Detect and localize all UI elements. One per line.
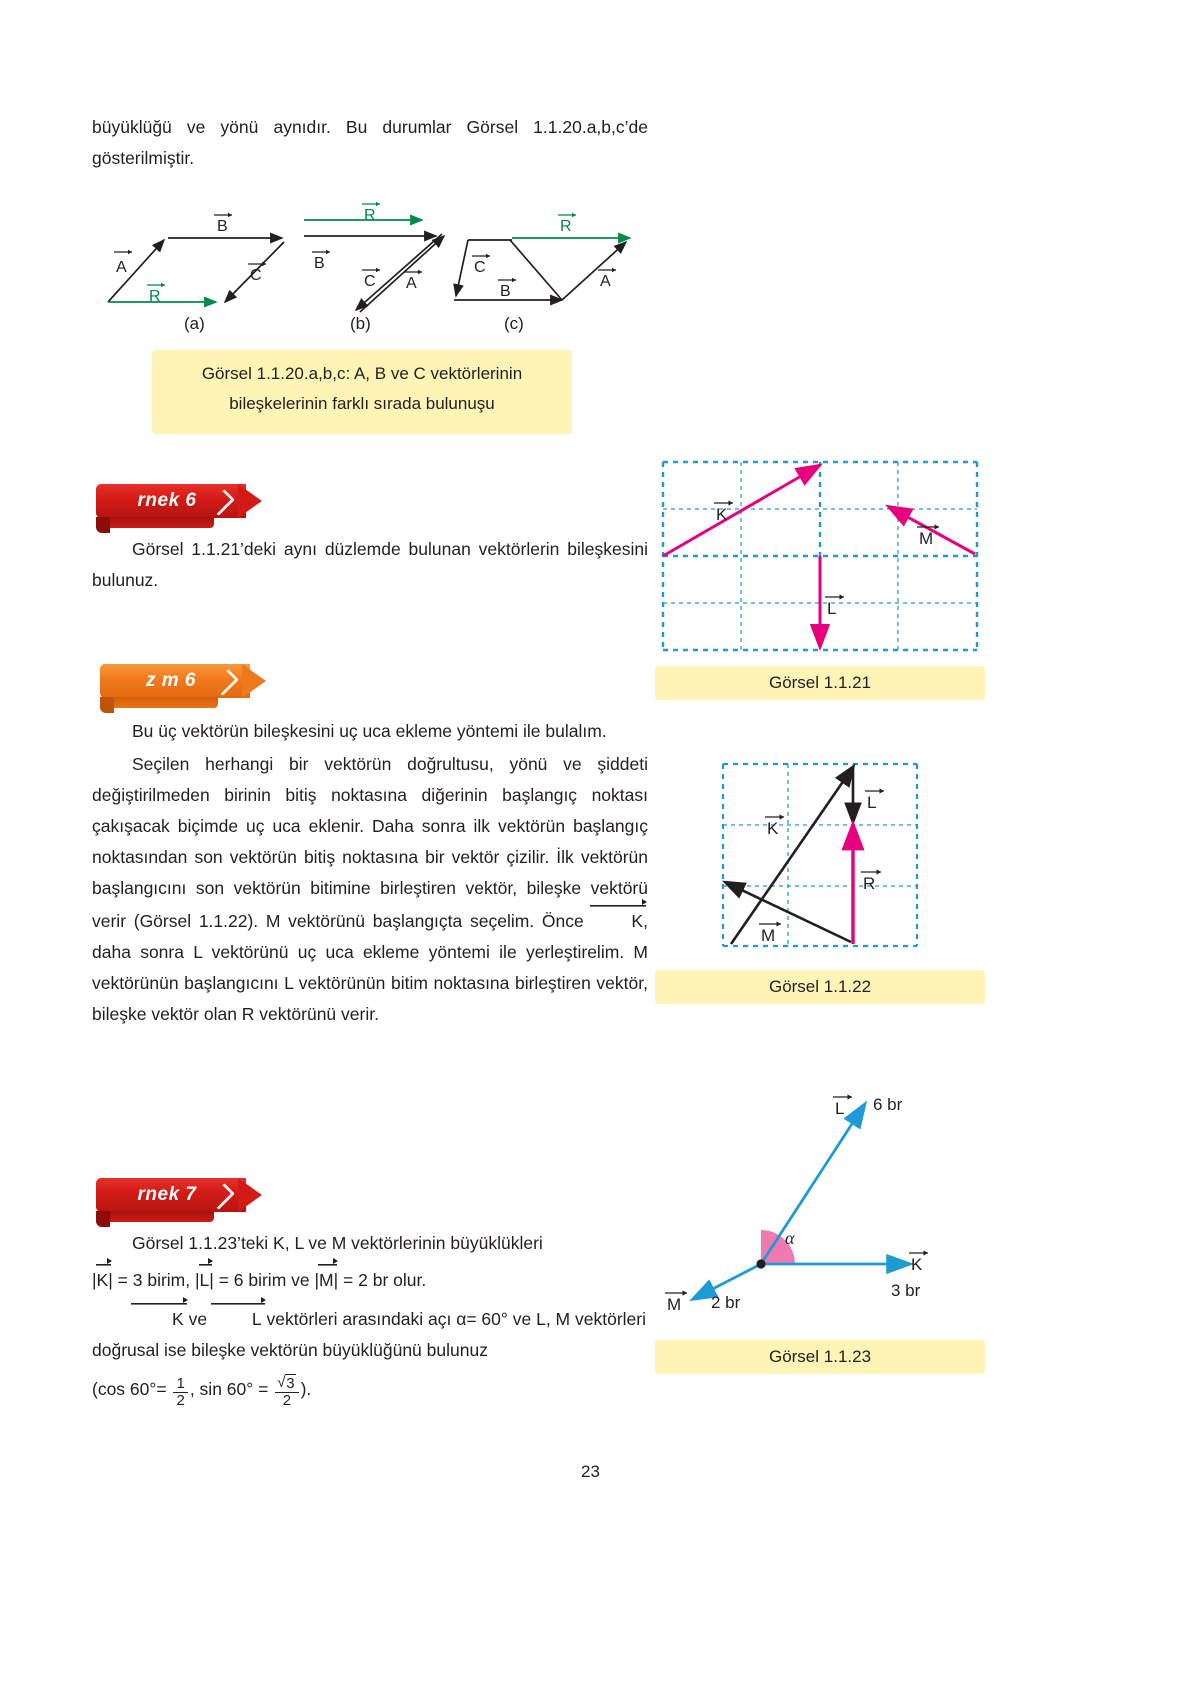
- banner-notch: [96, 517, 110, 533]
- banner-tip: [238, 1178, 262, 1212]
- figure-1-1-23: [655, 1078, 985, 1330]
- svg-text:A: A: [600, 273, 611, 290]
- ornek-7-line-4: doğrusal ise bileşke vektörün büyüklüğünü bulunuz: [92, 1340, 488, 1360]
- figure-1-1-20: [92, 196, 648, 336]
- ornek-7-angle-text: vektörleri arasındaki açı: [266, 1309, 452, 1329]
- cozum-6-paragraph-2: [92, 749, 648, 1030]
- svg-text:R: R: [560, 218, 572, 235]
- banner-tip: [238, 484, 262, 518]
- svg-text:K: K: [767, 819, 779, 838]
- banner-label: rnek 6: [137, 490, 197, 511]
- svg-text:L: L: [827, 599, 837, 618]
- ornek-7-k-value: = 3 birim,: [117, 1270, 191, 1290]
- svg-text:R: R: [364, 207, 376, 224]
- svg-text:C: C: [364, 273, 376, 290]
- cos-prefix: (cos 60°=: [92, 1379, 167, 1399]
- line5-suffix: ).: [300, 1379, 312, 1399]
- svg-text:B: B: [500, 283, 511, 300]
- svg-text:α: α: [785, 1228, 795, 1248]
- cos-numerator: 1: [173, 1376, 187, 1393]
- sin-numerator: √ 3: [275, 1376, 298, 1393]
- vector-l-angle: L: [212, 1302, 262, 1335]
- ornek-7-m-value: = 2 br olur.: [343, 1270, 427, 1290]
- svg-text:K: K: [911, 1255, 923, 1274]
- caption-figure-1-1-21: Görsel 1.1.21: [655, 666, 985, 700]
- svg-text:R: R: [863, 874, 876, 893]
- banner-label: z m 6: [145, 670, 197, 691]
- banner-cozum-6: [100, 664, 250, 706]
- svg-text:C: C: [250, 267, 262, 284]
- ornek-7-line-5: [92, 1374, 648, 1409]
- ornek-7-magnitudes: | K| = 3 birim, | L| = 6 birim ve | M| = 2 br olur.: [92, 1263, 648, 1296]
- ornek-7-angle-value: = 60° ve L, M vektörleri: [466, 1309, 646, 1329]
- ornek-7-ve-1: ve: [188, 1309, 208, 1329]
- svg-text:6 br: 6 br: [873, 1095, 903, 1114]
- svg-text:A: A: [406, 275, 417, 292]
- ornek-7-line-3: [92, 1302, 648, 1335]
- figure-1-1-21-svg: [655, 456, 985, 656]
- sin-fraction: [275, 1376, 298, 1409]
- banner-tip: [242, 664, 266, 698]
- figure-1-1-22-svg: [655, 756, 985, 960]
- svg-text:R: R: [149, 288, 161, 305]
- cos-denominator: 2: [176, 1392, 185, 1409]
- vector-k-magnitude: K: [97, 1263, 109, 1296]
- banner-label: rnek 7: [137, 1184, 197, 1205]
- svg-text:K: K: [716, 505, 728, 524]
- svg-text:B: B: [314, 255, 325, 272]
- caption-line-2: bileşkelerinin farklı sırada bulunuşu: [229, 394, 495, 413]
- svg-text:M: M: [667, 1295, 682, 1314]
- cozum-6-paragraph-2-part-1: Seçilen herhangi bir vektörün doğrultusu, yönü ve şiddeti değiştirilmeden birinin bitiş noktasına diğerinin başlangıç noktası çakışacak biçimde uç uca eklenir. Daha sonra ilk vektörün başlangıç noktasından son vektörün bitiş noktasına bir vektör çizilir. İlk vektörün başlangıcını son vektörün bitimine birleştiren vektör, bileşke vektörü verir (Görsel 1.1.22). M vektörünü başlangıçta seçelim. Önce: [92, 754, 648, 931]
- sin-denominator: 2: [282, 1392, 292, 1409]
- svg-text:M: M: [919, 529, 934, 548]
- ornek-7-line-1: Görsel 1.1.23’teki K, L ve M vektörlerinin büyüklükleri: [132, 1233, 543, 1253]
- cozum-6-body: [92, 716, 648, 1030]
- vector-k-inline: K: [591, 904, 643, 937]
- caption-figure-1-1-22: Görsel 1.1.22: [655, 970, 985, 1004]
- banner-tail: [96, 1211, 214, 1222]
- svg-text:B: B: [217, 218, 228, 235]
- banner-notch: [100, 697, 114, 713]
- ornek-7-alpha-symbol: α: [456, 1309, 467, 1329]
- caption-figure-1-1-20: [152, 350, 572, 434]
- ornek-7-body: [92, 1228, 648, 1409]
- svg-text:M: M: [761, 926, 776, 945]
- panel-label-a: (a): [184, 314, 205, 333]
- banner-ornek-6: [96, 484, 246, 526]
- banner-tail: [100, 697, 218, 708]
- svg-text:3 br: 3 br: [891, 1281, 921, 1300]
- cos-fraction: [173, 1376, 187, 1409]
- figure-1-1-21: [655, 456, 985, 656]
- vector-k-angle: K: [132, 1302, 184, 1335]
- caption-line-1: Görsel 1.1.20.a,b,c: A, B ve C vektörlerinin: [201, 364, 523, 383]
- vector-m-magnitude: M: [319, 1263, 334, 1296]
- intro-paragraph: büyüklüğü ve yönü aynıdır. Bu durumlar Görsel 1.1.20.a,b,c’de gösterilmiştir.: [92, 117, 648, 168]
- svg-text:A: A: [116, 259, 127, 276]
- sin-prefix: , sin 60° =: [189, 1379, 269, 1399]
- svg-text:2 br: 2 br: [711, 1293, 741, 1312]
- panel-label-c: (c): [504, 314, 524, 333]
- ornek-6-paragraph: Görsel 1.1.21’deki aynı düzlemde bulunan vektörlerin bileşkesini bulunuz.: [92, 539, 648, 590]
- figure-1-1-22: [655, 756, 985, 960]
- svg-text:C: C: [474, 259, 486, 276]
- svg-text:L: L: [867, 793, 877, 812]
- ornek-7-l-value: = 6 birim ve: [218, 1270, 310, 1290]
- banner-tail: [96, 517, 214, 528]
- svg-text:L: L: [835, 1099, 845, 1118]
- cozum-6-paragraph-2-part-2: , daha sonra L vektörünü uç uca ekleme yöntemi ile yerleştirelim. M vektörünün başlangıcını L vektörünün bitim noktasına birleştiren vektör, bileşke vektör olan R vektörünü verir.: [92, 911, 648, 1024]
- figure-1-1-23-svg: [655, 1078, 985, 1330]
- banner-notch: [96, 1211, 110, 1227]
- banner-ornek-7: [96, 1178, 246, 1220]
- vector-l-magnitude: L: [200, 1263, 210, 1296]
- cozum-6-paragraph-1: Bu üç vektörün bileşkesini uç uca ekleme yöntemi ile bulalım.: [132, 721, 607, 741]
- page-number: 23: [581, 1462, 600, 1481]
- panel-label-b: (b): [350, 314, 371, 333]
- caption-figure-1-1-23: Görsel 1.1.23: [655, 1340, 985, 1374]
